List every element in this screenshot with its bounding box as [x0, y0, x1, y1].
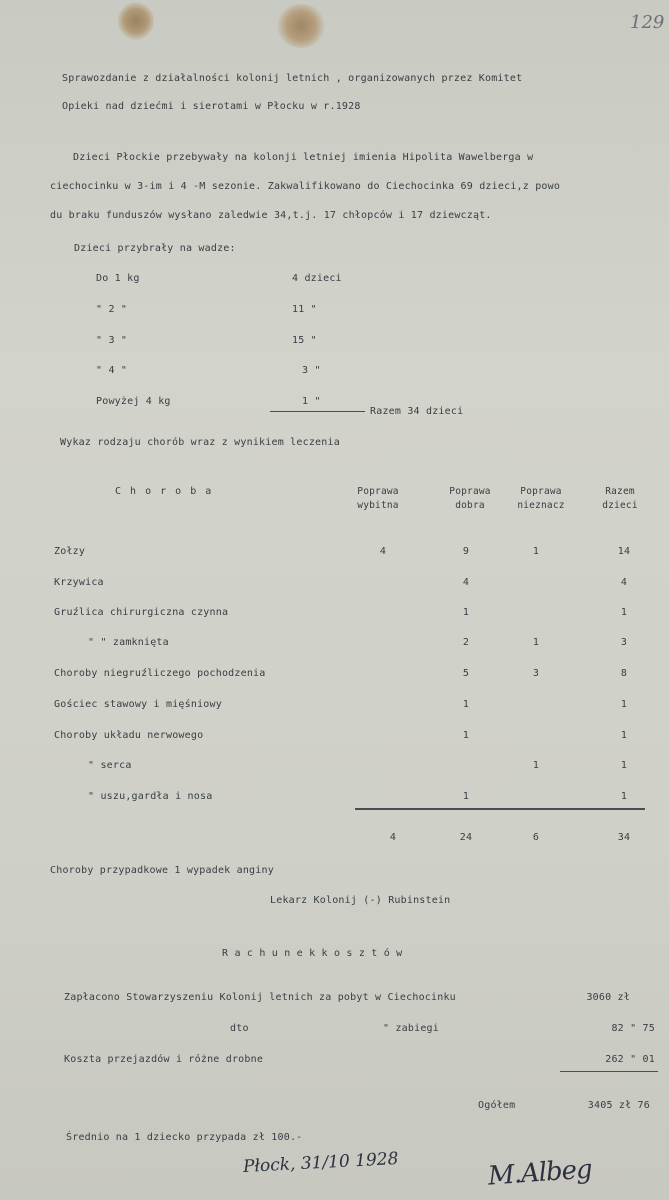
disease-c4: 1 [620, 730, 628, 741]
weight-row-count: 11 " [292, 304, 317, 315]
title-line-1: Sprawozdanie z działalności kolonij letnich , organizowanych przez Komitet [62, 73, 523, 84]
cost-row-3-label: Koszta przejazdów i różne drobne [64, 1054, 264, 1065]
total-c2: 24 [459, 832, 473, 843]
col-header-2b: dobra [455, 500, 485, 511]
folio-number: 129 [630, 12, 665, 33]
weight-total: Razem 34 dzieci [370, 406, 464, 417]
cost-total-label: Ogółem [478, 1100, 516, 1111]
weight-row-label: Do 1 kg [96, 273, 140, 284]
disease-name: Choroby układu nerwowego [54, 730, 204, 741]
disease-name: Zołzy [54, 546, 86, 557]
disease-name: " serca [88, 760, 132, 771]
col-header-2a: Poprawa [449, 486, 491, 497]
total-c3: 6 [532, 832, 540, 843]
weight-row-count: 1 " [302, 396, 321, 407]
col-header-3b: nieznacz [517, 500, 565, 511]
intro-line-2: ciechocinku w 3-im i 4 -M sezonie. Zakwalifikowano do Ciechocinka 69 dzieci,z powo [50, 181, 561, 192]
disease-name: " uszu,gardła i nosa [88, 791, 213, 802]
incidental-diseases: Choroby przypadkowe 1 wypadek anginy [50, 865, 274, 876]
disease-name: Gościec stawowy i mięśniowy [54, 699, 222, 710]
average-per-child: Średnio na 1 dziecko przypada zł 100.- [66, 1132, 303, 1143]
weight-row-label: " 3 " [96, 335, 128, 346]
disease-c4: 4 [620, 577, 628, 588]
disease-c4: 3 [620, 637, 628, 648]
disease-c2: 1 [462, 699, 470, 710]
intro-line-3: du braku funduszów wysłano zaledwie 34,t.j. 17 chłopców i 17 dziewcząt. [50, 210, 492, 221]
disease-c2: 5 [462, 668, 470, 679]
diseases-heading: Wykaz rodzaju chorób wraz z wynikiem leczenia [60, 437, 340, 448]
cost-row-1-label: Zapłacono Stowarzyszeniu Kolonij letnich za pobyt w Ciechocinku [64, 992, 456, 1003]
weight-row-label: Powyżej 4 kg [96, 396, 171, 407]
doctor-line: Lekarz Kolonij (-) Rubinstein [270, 895, 451, 906]
disease-c4: 1 [620, 607, 628, 618]
weight-total-rule [270, 411, 365, 412]
disease-c3: 3 [532, 668, 540, 679]
col-header-1b: wybitna [357, 500, 399, 511]
col-header-4b: dzieci [602, 500, 638, 511]
weight-row-count: 3 " [302, 365, 321, 376]
costs-total-rule [560, 1071, 658, 1072]
col-header-4a: Razem [605, 486, 635, 497]
intro-line-1: Dzieci Płockie przebywały na kolonji letniej imienia Hipolita Wawelberga w [73, 152, 534, 163]
disease-c4: 8 [620, 668, 628, 679]
disease-c3: 1 [532, 760, 540, 771]
disease-c3: 1 [532, 637, 540, 648]
disease-c2: 1 [462, 730, 470, 741]
weight-row-label: " 4 " [96, 365, 128, 376]
cost-row-3-amount: 262 " 01 [605, 1054, 655, 1065]
disease-c4: 1 [620, 760, 628, 771]
weight-row-count: 4 dzieci [292, 273, 342, 284]
title-line-2: Opieki nad dziećmi i sierotami w Płocku w r.1928 [62, 101, 361, 112]
weight-row-label: " 2 " [96, 304, 128, 315]
cost-total-amount: 3405 zł 76 [587, 1100, 650, 1111]
total-c1: 4 [389, 832, 397, 843]
disease-name: " " zamknięta [88, 637, 169, 648]
costs-heading: R a c h u n e k k o s z t ó w [222, 948, 403, 959]
disease-c4: 14 [617, 546, 631, 557]
disease-c2: 1 [462, 791, 470, 802]
weight-row-count: 15 " [292, 335, 317, 346]
disease-c1: 4 [379, 546, 387, 557]
col-header-disease: C h o r o b a [115, 486, 213, 497]
disease-name: Choroby niegruźliczego pochodzenia [54, 668, 266, 679]
cost-row-2-label-b: " zabiegi [383, 1023, 439, 1034]
weight-heading: Dzieci przybrały na wadze: [74, 243, 236, 254]
signature-name: M.Albeg [487, 1154, 593, 1192]
stain-left [118, 2, 154, 40]
signature-place-date: Płock, 31/10 1928 [242, 1148, 399, 1178]
disease-c2: 2 [462, 637, 470, 648]
disease-c2: 4 [462, 577, 470, 588]
disease-name: Krzywica [54, 577, 104, 588]
cost-row-1-amount: 3060 zł [586, 992, 630, 1003]
disease-c2: 9 [462, 546, 470, 557]
disease-c4: 1 [620, 791, 628, 802]
col-header-1a: Poprawa [357, 486, 399, 497]
cost-row-2-label-a: dto [230, 1023, 249, 1034]
disease-c4: 1 [620, 699, 628, 710]
col-header-3a: Poprawa [520, 486, 562, 497]
disease-c3: 1 [532, 546, 540, 557]
stain-right [277, 4, 325, 48]
disease-name: Gruźlica chirurgiczna czynna [54, 607, 229, 618]
diseases-total-rule [355, 808, 645, 810]
disease-c2: 1 [462, 607, 470, 618]
cost-row-2-amount: 82 " 75 [611, 1023, 655, 1034]
total-c4: 34 [617, 832, 631, 843]
